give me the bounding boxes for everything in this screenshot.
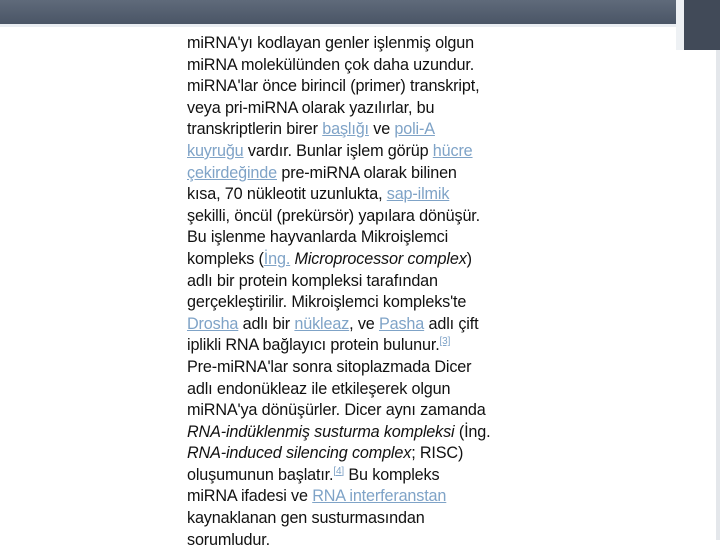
text-line (187, 465, 532, 487)
text-line: miRNA'lar önce birincil (primer) transkript, (187, 77, 480, 96)
corner-block (684, 0, 720, 50)
text-run: Bu kompleks (344, 465, 440, 484)
text-line (187, 314, 532, 336)
text-line: adlı endonükleaz ile etkileşerek olgun (187, 379, 451, 398)
text-run-italic: Microprocessor complex (290, 249, 467, 268)
text-run: adlı çift (424, 314, 479, 333)
link-drosha[interactable]: Drosha (187, 314, 239, 333)
text-line: Bu işlenme hayvanlarda Mikroişlemci (187, 228, 449, 247)
text-line (187, 141, 532, 163)
text-line: miRNA'yı kodlayan genler işlenmiş olgun (187, 34, 474, 52)
text-run-italic: RNA-indüklenmiş susturma kompleksi (187, 422, 455, 441)
text-line: miRNA'ya dönüşürler. Dicer aynı zamanda (187, 401, 486, 420)
text-run: ; RISC) (411, 444, 464, 463)
text-line (187, 163, 532, 185)
text-line: miRNA molekülünden çok daha uzundur. (187, 55, 475, 74)
link-nukleaz[interactable]: nükleaz (294, 314, 350, 333)
article-text (187, 33, 532, 551)
text-line (187, 335, 532, 357)
link-ing[interactable]: İng. (263, 249, 291, 268)
text-run: , ve (349, 314, 379, 333)
text-line: Pre-miRNA'lar sonra sitoplazmada Dicer (187, 357, 472, 376)
link-poli-a[interactable]: poli-A (394, 120, 435, 139)
link-basligi[interactable]: başlığı (322, 120, 369, 139)
reference-4[interactable]: [4] (333, 465, 345, 477)
text-run: transkriptlerin birer (187, 120, 323, 139)
text-run: iplikli RNA bağlayıcı protein bulunur. (187, 336, 440, 355)
link-cekirdeginde[interactable]: çekirdeğinde (187, 163, 277, 182)
text-line (187, 486, 532, 508)
text-run: vardır. Bunlar işlem görüp (243, 141, 433, 160)
link-sap-ilmik[interactable]: sap-ilmik (386, 185, 450, 204)
text-line: kaynaklanan gen susturmasından (187, 509, 425, 528)
text-line: şekilli, öncül (prekürsör) yapılara dönüşür. (187, 206, 481, 225)
link-hucre[interactable]: hücre (432, 141, 473, 160)
text-line (187, 443, 532, 465)
text-run: adlı bir (238, 314, 295, 333)
corner-stripe (676, 0, 684, 50)
text-line: gerçekleştirilir. Mikroişlemci kompleks'te (187, 293, 467, 312)
link-kuyrugu[interactable]: kuyruğu (187, 141, 244, 160)
text-run: (İng. (454, 422, 491, 441)
text-run: oluşumunun başlatır. (187, 465, 334, 484)
link-pasha[interactable]: Pasha (378, 314, 425, 333)
text-line (187, 249, 532, 271)
text-run: kısa, 70 nükleotit uzunlukta, (187, 185, 387, 204)
text-run: kompleks ( (187, 249, 264, 268)
text-run-italic: RNA-induced silencing complex (187, 444, 412, 463)
text-run: ve (368, 120, 395, 139)
text-run: ) (466, 249, 472, 268)
text-line (187, 184, 532, 206)
text-line: veya pri-miRNA olarak yazılırlar, bu (187, 98, 435, 117)
text-run: pre-miRNA olarak bilinen (277, 163, 457, 182)
right-edge (716, 50, 720, 540)
text-line: sorumludur. (187, 530, 270, 549)
text-line (187, 422, 532, 444)
text-line (187, 119, 532, 141)
text-line: adlı bir protein kompleksi tarafından (187, 271, 438, 290)
link-rna-interferanstan[interactable]: RNA interferanstan (312, 487, 447, 506)
reference-3[interactable]: [3] (439, 336, 451, 348)
header-bar (0, 0, 720, 24)
text-run: miRNA ifadesi ve (187, 487, 313, 506)
header-divider (0, 24, 720, 27)
